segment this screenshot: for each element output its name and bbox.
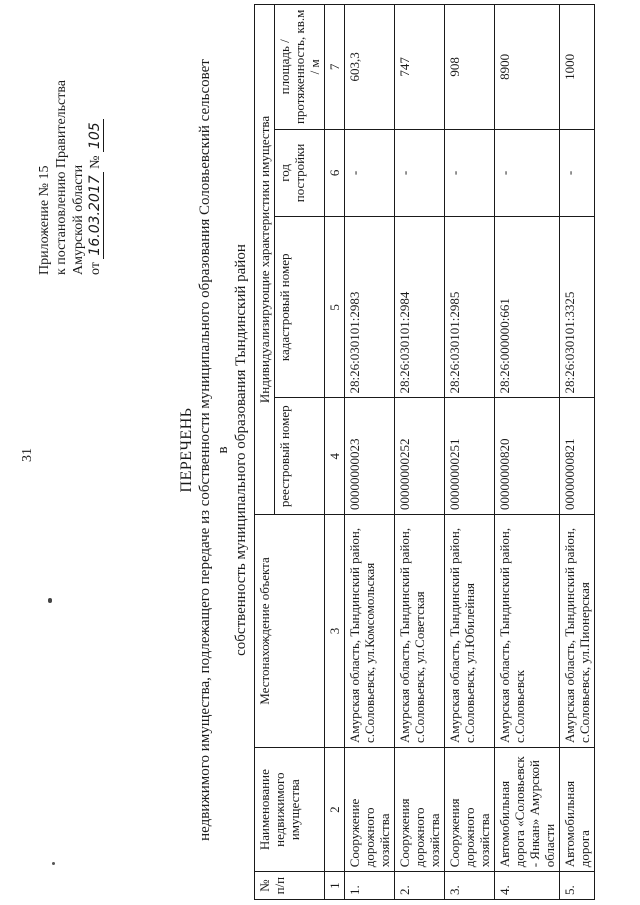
title-line-2: собственность муниципального образования Тындинский район	[233, 244, 249, 656]
cadastral-number: 28:26:030101:2985	[445, 217, 495, 398]
registry-number: 00000000252	[395, 398, 445, 515]
handwritten-number: 105	[87, 119, 104, 152]
table-row	[495, 5, 560, 900]
column-number: 1	[325, 872, 345, 900]
header-year-built: год постройки	[275, 129, 325, 217]
year-built: -	[445, 129, 495, 217]
area-value: 1000	[560, 5, 595, 130]
table-row	[560, 5, 595, 900]
header-name: Наименование недвижимого имущества	[255, 748, 325, 872]
title-line-1: недвижимого имущества, подлежащего передаче из собственности муниципального образования Соловьевский сельсовет в	[197, 59, 231, 841]
property-name: Сооружения дорожного хозяйства	[395, 748, 445, 872]
date-prefix: от	[88, 262, 103, 275]
cadastral-number: 28:26:030101:2983	[345, 217, 395, 398]
property-name: Сооружения дорожного хозяйства	[445, 748, 495, 872]
header-area: площадь / протяженность, кв.м / м	[275, 5, 325, 130]
number-prefix: №	[88, 155, 103, 169]
appendix-line-3: Амурской области	[71, 164, 86, 275]
registry-number: 00000000820	[495, 398, 560, 515]
property-location: Амурская область, Тындинский район, с.Соловьевск, ул.Пионерская	[560, 514, 595, 747]
property-name: Автомобильная дорога	[560, 748, 595, 872]
year-built: -	[560, 129, 595, 217]
column-number: 3	[325, 514, 345, 747]
row-number: 3.	[445, 872, 495, 900]
row-number: 4.	[495, 872, 560, 900]
header-location: Местонахождение объекта	[255, 514, 325, 747]
appendix-line-1: Приложение № 15	[37, 165, 52, 275]
area-value: 908	[445, 5, 495, 130]
property-name: Автомобильная дорога «Соловьевск - Янкан» Амурской области	[495, 748, 560, 872]
area-value: 8900	[495, 5, 560, 130]
table-row	[345, 5, 395, 900]
page-number: 31	[20, 448, 35, 462]
year-built: -	[395, 129, 445, 217]
property-location: Амурская область, Тындинский район, с.Соловьевск, ул.Комсомольская	[345, 514, 395, 747]
document-title	[178, 55, 250, 845]
registry-number: 00000000821	[560, 398, 595, 515]
header-characteristics: Индивидуализирующие характеристики имущества	[255, 5, 275, 515]
table-row	[445, 5, 495, 900]
handwritten-date: 16.03.2017	[87, 172, 104, 258]
registry-number: 00000000023	[345, 398, 395, 515]
area-value: 747	[395, 5, 445, 130]
appendix-line-2: к постановлению Правительства	[54, 79, 69, 275]
appendix-block	[36, 5, 104, 275]
title-heading: ПЕРЕЧЕНЬ	[178, 407, 195, 493]
year-built: -	[345, 129, 395, 217]
property-location: Амурская область, Тындинский район, с.Соловьевск, ул.Юбилейная	[445, 514, 495, 747]
property-name: Сооружение дорожного хозяйства	[345, 748, 395, 872]
property-table	[254, 4, 595, 900]
table-row	[395, 5, 445, 900]
header-registry-number: реестровый номер	[275, 398, 325, 515]
row-number: 5.	[560, 872, 595, 900]
column-number: 5	[325, 217, 345, 398]
column-number: 7	[325, 5, 345, 130]
appendix-date-line	[87, 5, 104, 275]
column-number-row	[325, 5, 345, 900]
cadastral-number: 28:26:030101:2984	[395, 217, 445, 398]
year-built: -	[495, 129, 560, 217]
column-number: 4	[325, 398, 345, 515]
property-location: Амурская область, Тындинский район, с.Соловьевск	[495, 514, 560, 747]
row-number: 2.	[395, 872, 445, 900]
cadastral-number: 28:26:030101:3325	[560, 217, 595, 398]
area-value: 603,3	[345, 5, 395, 130]
header-number: № п/п	[255, 872, 325, 900]
column-number: 2	[325, 748, 345, 872]
column-number: 6	[325, 129, 345, 217]
header-cadastral-number: кадастровый номер	[275, 217, 325, 398]
registry-number: 00000000251	[445, 398, 495, 515]
row-number: 1.	[345, 872, 395, 900]
cadastral-number: 28:26:000000:661	[495, 217, 560, 398]
property-location: Амурская область, Тындинский район, с.Соловьевск, ул.Советская	[395, 514, 445, 747]
table-header-row	[255, 5, 275, 900]
